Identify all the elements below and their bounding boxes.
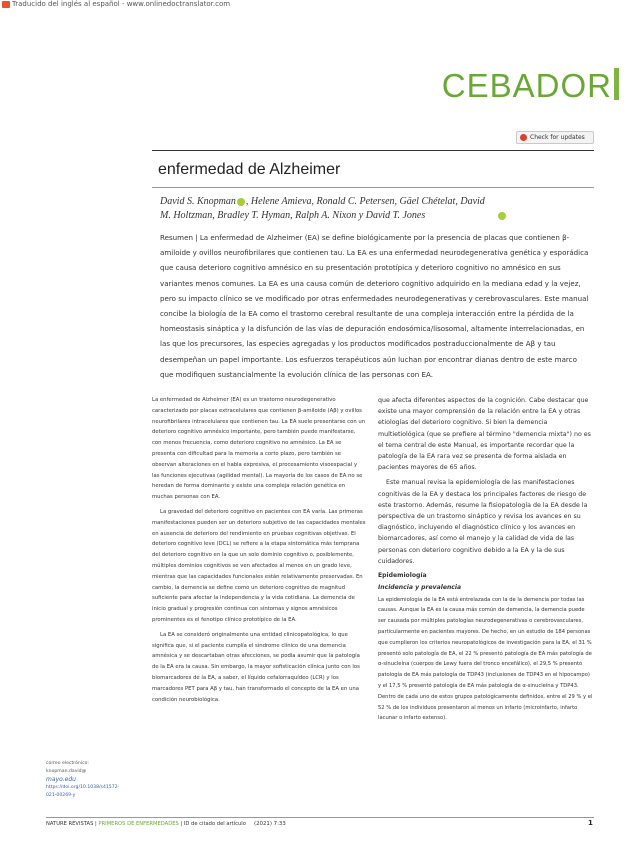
orcid-icon[interactable] (237, 198, 245, 206)
paragraph: La EA se consideró originalmente una entidad clinicopatológica, lo que significa que, si el paciente cumplía el síndrome clínico de una demencia amnésica y se descartaban otras afecciones, se podía asumir que la patología de la EA era la causa. Sin embargo, la mayor sofisticación clínica junto con los biomarcadores de la EA, a saber, el líquido cefalorraquídeo (LCR) y los marcadores PET para Aβ y tau, han transformado el concepto de la EA en una condición neurobiológica. (152, 631, 360, 703)
divider-title (152, 187, 594, 188)
translator-banner[interactable] (2, 0, 230, 8)
brand-logo: CEBADOR (441, 67, 612, 104)
author-link[interactable]: y David T. Jones (356, 210, 426, 221)
paragraph: La enfermedad de Alzheimer (EA) es un trastorno neurodegenerativo caracterizado por placas extracelulares que contienen β-amiloide (Aβ) y ovillos neurofibrilares intracelulares que contienen tau. La EA suele presentarse con un deterioro cognitivo amnésico importante, pero también puede manifestarse, con menos frecuencia, como deterioro cognitivo no amnésico. La EA se presenta con dificultad para la memoria a corto plazo, pero también se observan alteraciones en el habla expresiva, el procesamiento visoespacial y las funciones ejecutivas (agilidad mental). La mayoría de los casos de EA no se heredan de forma dominante y existe una compleja relación genética en muchas personas con EA. (152, 397, 366, 501)
correspondence (46, 760, 124, 799)
author-list (160, 195, 590, 223)
check-for-updates-button[interactable] (516, 131, 594, 144)
translator-text[interactable]: Traducido del inglés al español - www.onlinedoctranslator.com (12, 0, 231, 8)
paragraph: La gravedad del deterioro cognitivo en pacientes con EA varía. Las primeras manifestaciones pueden ser un deterioro subjetivo de las capacidades mentales en ausencia de deterioro del rendimiento en pruebas cognitivas objetivas. El deterioro cognitivo leve (DCL) se refiere a la etapa sintomática más temprana del deterioro cognitivo en la que un solo dominio cognitivo o, posiblemente, múltiples dominios cognitivos se ven afectados al menos en un grado leve, mientras que las capacidades funcionales están relativamente preservadas. En cambio, la demencia se define como un deterioro cognitivo de magnitud suficiente para afectar la independencia y la vida cotidiana. La demencia de inicio gradual y progresión continua con síntomas y signos amnésicos prominentes es el fenotipo clínico prototípico de la EA. (152, 508, 366, 623)
correspondence-label: correo electrónico: knopman.david@ (46, 761, 89, 774)
abstract: Resumen | La enfermedad de Alzheimer (EA) se define biológicamente por la presencia de placas que contienen β-amiloide y ovillos neurofibrilares que contienen tau. La EA es una enfermedad neurodegenerativa genética y esporádica que causa deterioro cognitivo amnésico en su presentación prototípica y deterioro cognitivo no amnésico en sus variantes menos comunes. La EA es una causa común de deterioro cognitivo adquirido en la mediana edad y la vejez, pero su impacto clínico se ve modificado por otras enfermedades neurodegenerativas y cerebrovasculares. Este manual concibe la biología de la EA como el trastorno cerebral resultante de una compleja interacción entre la pérdida de la homeostasis sináptica y la disfunción de las vías de depuración endosómica/lisosomal, altamente interrelacionadas, en las que los precursores, las especies agregadas y los productos modificados postraduccionalmente de Aβ y tau desempeñan un papel importante. Los esfuerzos terapéuticos aún luchan por encontrar dianas dentro de este marco que modifiquen sustancialmente la evolución clínica de las personas con EA. (160, 233, 589, 379)
journal-name: NATURE REVISTAS | (46, 821, 97, 827)
check-for-updates-label: Check for updates (530, 134, 585, 141)
footer-journal (46, 821, 246, 827)
paragraph: Este manual revisa la epidemiología de las manifestaciones cognitivas de la EA y destaca los principales factores de riesgo de este trastorno. Además, resume la fisiopatología de la EA desde la perspectiva de un trastorno sináptico y revisa los avances en su diagnóstico, incluyendo el diagnóstico clínico y los avances en biomarcadores, así como el manejo y la calidad de vida de las personas con deterioro cognitivo debido a la EA y la de sus cuidadores. (378, 479, 588, 565)
section-heading: Epidemiología (378, 572, 427, 580)
author-link[interactable]: , Bradley T. Hyman (212, 210, 291, 221)
doi-link[interactable]: https://doi.org/10.1038/s41572-021-00269-y (46, 785, 120, 798)
body-column-left (152, 395, 366, 709)
subsection-heading: Incidencia y prevalencia (378, 583, 462, 591)
brand-accent-bar (614, 68, 619, 100)
page-number: 1 (588, 819, 593, 827)
author-link[interactable]: , Gäel Chételat (394, 196, 456, 207)
email-link[interactable]: mayo.edu (46, 776, 76, 783)
citation-id: | ID de citado del artículo (180, 821, 246, 827)
body-column-right (378, 395, 594, 728)
divider-top (152, 150, 594, 151)
year-volume: (2021) 7:33 (254, 821, 286, 827)
author-link[interactable]: David S. Knopman (160, 196, 236, 207)
paragraph: que afecta diferentes aspectos de la cognición. Cabe destacar que existe una mayor comprensión de la relación entre la EA y otras etiologías del deterioro cognitivo. Si bien la demencia multietiológica (que se prefiere al término "demencia mixta") no es el tema central de este Manual, es importante recordar que la patología de la EA rara vez se presenta de forma aislada en pacientes mayores de 65 años. (378, 397, 591, 472)
translator-icon (2, 1, 10, 8)
divider-footer (46, 817, 594, 818)
crossmark-icon (520, 134, 527, 141)
article-title: enfermedad de Alzheimer (158, 161, 341, 178)
author-link[interactable]: , Ronald C. Petersen (311, 196, 395, 207)
author-link[interactable]: M. Holtzman (160, 210, 213, 221)
paragraph: La epidemiología de la EA está entrelazada con la de la demencia por todas las causas. Aunque la EA es la causa más común de demencia, la demencia puede ser causada por múltiples patologías neurodegenerativas o cerebrovasculares, particularmente en pacientes mayores. De hecho, en un estudio de 184 personas que cumplieron los criterios neuropatológicos de investigación para la EA, el 31 % presentó solo patología de EA, el 22 % presentó patología de EA más patología de α-sinucleína (cuerpos de Lewy fuera del tronco encefálico), el 29,5 % presentó patología de EA más patología de TDP43 (inclusiones de TDP43 en el hipocampo) y el 17,5 % presentó patología de EA más patología de α-sinucleína y TDP43. Dentro de cada uno de estos grupos patológicamente definidos, entre el 29 % y el 52 % de los individuos presentaron al menos un infarto (microinfarto, infarto lacunar o infarto extenso). (378, 596, 593, 722)
author-link[interactable]: , Ralph A. Nixon (290, 210, 357, 221)
author-link[interactable]: , Helene Amieva (245, 196, 312, 207)
primers-label: PRIMEROS DE ENFERMEDADES (96, 821, 181, 827)
orcid-icon[interactable] (498, 212, 506, 220)
author-link[interactable]: , David (455, 196, 485, 207)
